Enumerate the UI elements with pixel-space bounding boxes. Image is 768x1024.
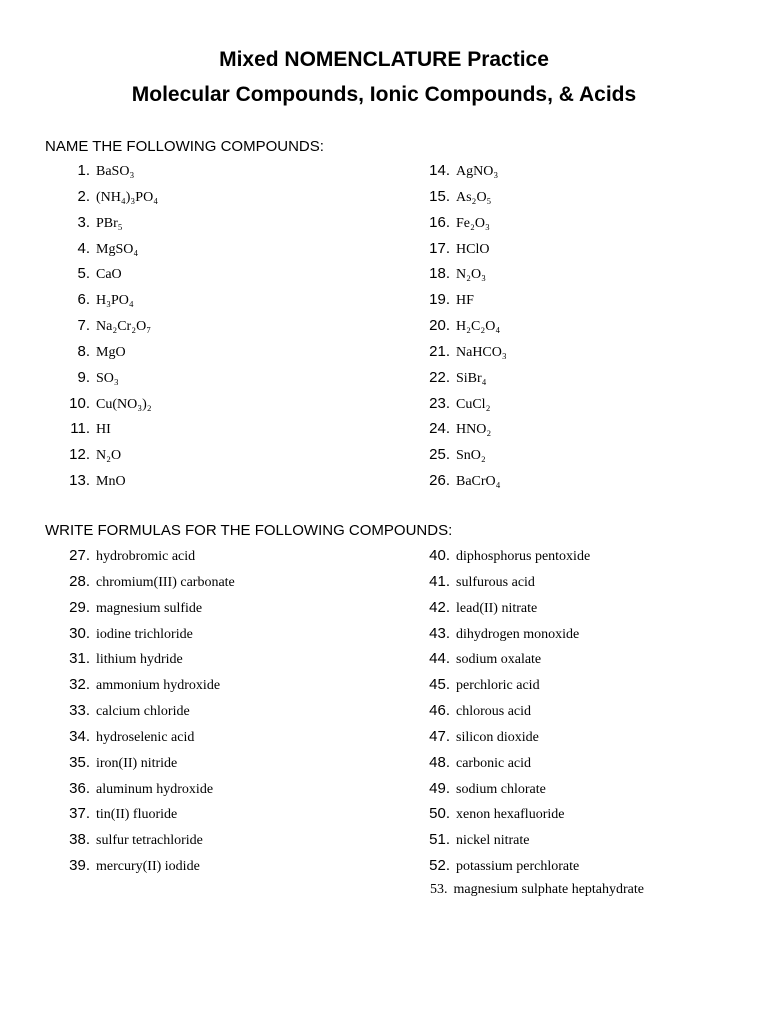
question-number: 30. [69,624,90,642]
compound-formula: N₂O₃ [456,267,486,283]
compound-formula: BaCrO₄ [456,474,501,490]
compound-formula: MgO [96,344,126,360]
question-number: 49. [429,779,450,797]
question-item [424,420,507,446]
worksheet-title: Mixed NOMENCLATURE Practice [219,48,549,71]
question-item [45,857,235,883]
compound-name: magnesium sulfide [96,600,203,616]
compound-name: perchloric acid [456,678,540,694]
question-item [45,702,235,728]
question-item [45,240,158,266]
question-number: 6. [77,291,90,309]
question-item [45,162,158,188]
compound-formula: SiBr₄ [456,370,487,386]
question-item [424,265,507,291]
compound-name: hydroselenic acid [96,729,195,745]
question-item-extra [430,882,644,898]
question-item [424,831,590,857]
compound-name: nickel nitrate [456,833,530,849]
question-number: 23. [429,394,450,412]
compound-formula: H₃PO₄ [96,293,134,309]
compound-formula: (NH₄)₃PO₄ [96,189,159,205]
compound-name: tin(II) fluoride [96,807,178,823]
question-number: 48. [429,753,450,771]
question-number: 19. [429,291,450,309]
question-item [45,214,158,240]
question-number: 8. [77,342,90,360]
question-number: 11. [70,420,90,438]
question-number: 43. [429,624,450,642]
compound-formula: CaO [96,267,122,283]
question-number: 36. [69,779,90,797]
compound-name: mercury(II) iodide [96,859,200,875]
compound-name: chlorous acid [456,704,532,720]
compound-name: chromium(III) carbonate [96,574,235,590]
question-item [45,343,158,369]
compound-formula: As₂O₅ [456,189,492,205]
question-number: 34. [69,727,90,745]
question-item [45,265,158,291]
question-number: 2. [77,187,90,205]
compound-name: magnesium sulphate heptahydrate [453,882,644,897]
compound-name: xenon hexafluoride [456,807,565,823]
question-number: 38. [69,831,90,849]
question-number: 31. [69,650,90,668]
compound-formula: NaHCO₃ [456,344,507,360]
question-item [424,728,590,754]
question-item [424,162,507,188]
question-item [45,420,158,446]
compound-formula: Na₂Cr₂O₇ [96,319,152,335]
compound-name: sodium oxalate [456,652,542,668]
question-item [45,291,158,317]
question-item [45,728,235,754]
compound-formula: BaSO₃ [96,164,135,179]
question-item [424,780,590,806]
question-number: 44. [429,650,450,668]
question-number: 12. [69,446,90,464]
question-number: 51. [429,831,450,849]
compound-formula: MgSO₄ [96,241,139,257]
compound-formula: N₂O [96,448,122,464]
question-item [45,547,235,573]
question-number: 47. [429,727,450,745]
question-item [424,317,507,343]
question-item [424,472,507,498]
question-number: 16. [429,213,450,231]
compound-name: sulfur tetrachloride [96,833,203,849]
compound-name: hydrobromic acid [96,549,196,564]
question-item [45,780,235,806]
question-number: 22. [429,368,450,386]
question-item [424,369,507,395]
write-formulas-right-column [424,547,590,883]
compound-formula: MnO [96,474,126,490]
question-number: 46. [429,702,450,720]
compound-name: lead(II) nitrate [456,600,538,616]
question-item [424,754,590,780]
question-number: 42. [429,598,450,616]
question-item [424,240,507,266]
question-item [424,650,590,676]
question-number: 53. [430,882,448,897]
compound-name: iodine trichloride [96,626,193,642]
compound-formula: SnO₂ [456,448,486,464]
compound-formula: Fe₂O₃ [456,215,490,231]
worksheet-subtitle: Molecular Compounds, Ionic Compounds, & Acids [131,83,637,106]
compound-name: sulfurous acid [456,574,535,590]
question-number: 17. [429,239,450,257]
question-item [45,446,158,472]
question-item [424,573,590,599]
question-item [424,291,507,317]
question-item [45,317,158,343]
question-item [424,214,507,240]
question-item [45,650,235,676]
question-item [424,547,590,573]
question-item [45,805,235,831]
compound-name: iron(II) nitride [96,755,178,771]
compound-name: sodium chlorate [456,781,546,797]
question-item [424,343,507,369]
question-number: 25. [429,446,450,464]
question-number: 24. [429,420,450,438]
question-item [424,625,590,651]
question-number: 50. [429,805,450,823]
name-compounds-left-column [45,162,158,498]
question-number: 4. [77,239,90,257]
compound-formula: CuCl₂ [456,396,491,412]
compound-name: carbonic acid [456,755,532,771]
question-number: 5. [77,265,90,283]
question-item [424,702,590,728]
question-number: 45. [429,676,450,694]
name-compounds-right-column [424,162,507,498]
compound-formula: AgNO₃ [456,164,499,179]
question-number: 10. [69,394,90,412]
question-item [45,599,235,625]
question-item [45,395,158,421]
compound-formula: PBr₅ [96,215,123,231]
question-item [45,573,235,599]
compound-name: calcium chloride [96,704,190,720]
question-number: 32. [69,676,90,694]
question-number: 33. [69,702,90,720]
question-number: 27. [69,547,90,564]
question-item [424,857,590,883]
question-item [424,188,507,214]
question-item [424,395,507,421]
question-number: 14. [429,162,450,179]
section-heading-write-formulas: WRITE FORMULAS FOR THE FOLLOWING COMPOUNDS: [45,522,453,539]
question-item [424,676,590,702]
question-number: 13. [69,472,90,490]
question-number: 9. [77,368,90,386]
question-number: 28. [69,572,90,590]
question-number: 3. [77,213,90,231]
question-item [45,625,235,651]
question-item [424,599,590,625]
question-number: 18. [429,265,450,283]
question-number: 40. [429,547,450,564]
question-number: 41. [429,572,450,590]
compound-formula: HF [456,293,474,309]
question-number: 1. [77,162,90,179]
question-number: 37. [69,805,90,823]
compound-name: dihydrogen monoxide [456,626,580,642]
write-formulas-left-column [45,547,235,883]
question-number: 29. [69,598,90,616]
question-number: 20. [429,317,450,335]
question-number: 39. [69,857,90,875]
question-item [45,676,235,702]
question-number: 15. [429,187,450,205]
question-number: 52. [429,857,450,875]
section-heading-name-compounds: NAME THE FOLLOWING COMPOUNDS: [45,138,324,155]
question-item [424,446,507,472]
question-number: 21. [429,342,450,360]
compound-name: aluminum hydroxide [96,781,214,797]
question-number: 35. [69,753,90,771]
compound-name: ammonium hydroxide [96,678,221,694]
question-item [45,754,235,780]
compound-formula: SO₃ [96,370,119,386]
question-item [45,188,158,214]
compound-formula: HI [96,422,111,438]
compound-name: diphosphorus pentoxide [456,549,591,564]
question-item [45,472,158,498]
compound-formula: HNO₂ [456,422,492,438]
compound-name: potassium perchlorate [456,859,580,875]
compound-formula: H₂C₂O₄ [456,319,501,335]
question-number: 7. [77,317,90,335]
compound-formula: Cu(NO₃)₂ [96,396,152,412]
question-number: 26. [429,472,450,490]
question-item [424,805,590,831]
compound-name: silicon dioxide [456,729,539,745]
question-item [45,831,235,857]
compound-name: lithium hydride [96,652,183,668]
question-item [45,369,158,395]
compound-formula: HClO [456,241,490,257]
